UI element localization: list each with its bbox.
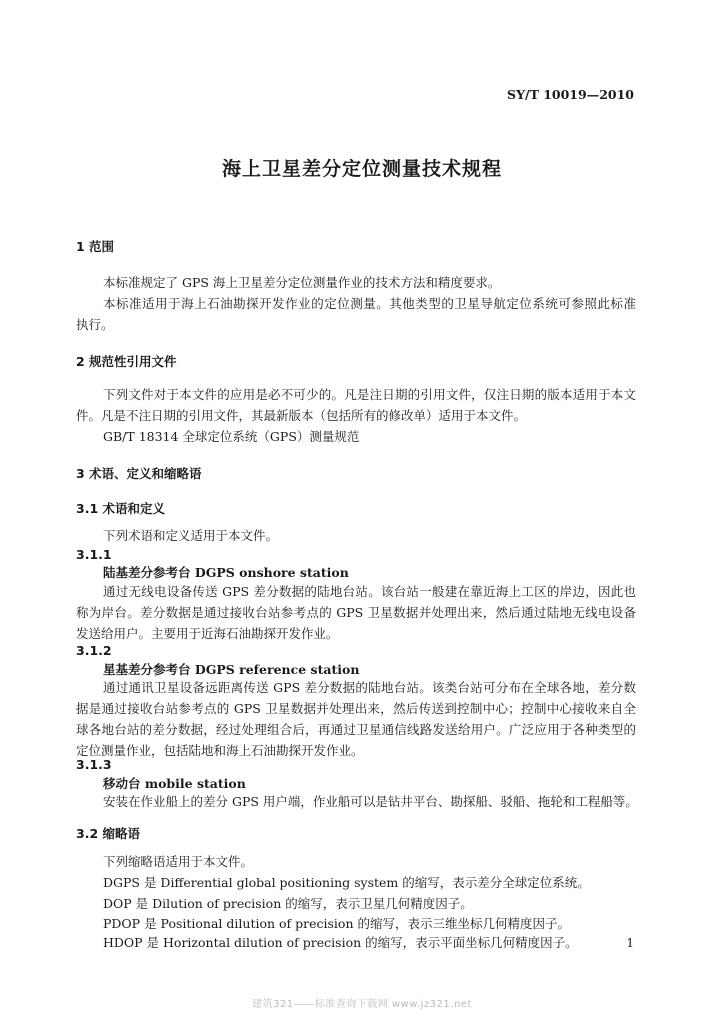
section-3-1-heading: 3.1 术语和定义 [76, 501, 165, 516]
section-1-para-2-line-1: 本标准适用于海上石油勘探开发作业的定位测量。其他类型的卫星导航定位系统可参照此标准 [103, 296, 636, 311]
site-watermark: 建筑321——标准查询下载网 www.jz321.net [252, 999, 472, 1010]
section-1-para-1: 本标准规定了 GPS 海上卫星差分定位测量作业的技术方法和精度要求。 [103, 275, 501, 290]
section-3-2-heading: 3.2 缩略语 [76, 826, 140, 841]
term-3-1-2-title: 星基差分参考台 DGPS reference station [103, 662, 360, 677]
section-2-heading: 2 规范性引用文件 [76, 354, 177, 369]
term-3-1-2-number: 3.1.2 [76, 643, 112, 658]
term-3-1-3-title: 移动台 mobile station [103, 776, 246, 791]
page-number: 1 [626, 936, 634, 950]
term-3-1-3-number: 3.1.3 [76, 757, 112, 772]
standard-number: SY/T 10019—2010 [507, 87, 634, 102]
abbreviation-hdop: HDOP 是 Horizontal dilution of precision 的缩写，表示平面坐标几何精度因子。 [103, 935, 578, 950]
section-3-1-intro: 下列术语和定义适用于本文件。 [103, 528, 279, 543]
term-3-1-2-line-2: 据是通过接收台站参考点的 GPS 卫星数据并处理出来，然后传送到控制中心；控制中心接收来自全 [76, 701, 636, 716]
term-3-1-2-line-1: 通过通讯卫星设备远距离传送 GPS 差分数据的陆地台站。该类台站可分布在全球各地，差分数 [103, 680, 636, 695]
term-3-1-1-number: 3.1.1 [76, 547, 112, 562]
normative-reference: GB/T 18314 全球定位系统（GPS）测量规范 [103, 429, 360, 444]
term-3-1-2-line-4: 定位测量作业，包括陆地和海上石油勘探开发作业。 [76, 743, 364, 758]
abbreviation-dgps: DGPS 是 Differential global positioning system 的缩写，表示差分全球定位系统。 [103, 875, 590, 890]
section-1-heading: 1 范围 [76, 239, 115, 254]
term-3-1-1-line-1: 通过无线电设备传送 GPS 差分数据的陆地台站。该台站一般建在靠近海上工区的岸边，因此也 [103, 584, 636, 599]
term-3-1-1-line-3: 发送给用户。主要用于近海石油勘探开发作业。 [76, 626, 339, 641]
section-3-heading: 3 术语、定义和缩略语 [76, 466, 202, 481]
term-3-1-1-line-2: 称为岸台。差分数据是通过接收台站参考点的 GPS 卫星数据并处理出来，然后通过陆地无线电设备 [76, 605, 636, 620]
abbreviation-dop: DOP 是 Dilution of precision 的缩写，表示卫星几何精度因子。 [103, 896, 473, 911]
section-2-para-line-1: 下列文件对于本文件的应用是必不可少的。凡是注日期的引用文件，仅注日期的版本适用于本文 [103, 387, 636, 402]
term-3-1-1-title: 陆基差分参考台 DGPS onshore station [103, 565, 349, 580]
document-title: 海上卫星差分定位测量技术规程 [221, 158, 502, 180]
abbreviation-pdop: PDOP 是 Positional dilution of precision 的缩写，表示三维坐标几何精度因子。 [103, 916, 570, 931]
term-3-1-3-line-1: 安装在作业船上的差分 GPS 用户端，作业船可以是钻井平台、勘探船、驳船、拖轮和工程船等。 [103, 794, 638, 809]
section-1-para-2-line-2: 执行。 [76, 317, 114, 332]
section-2-para-line-2: 件。凡是不注日期的引用文件，其最新版本（包括所有的修改单）适用于本文件。 [76, 408, 527, 423]
section-3-2-intro: 下列缩略语适用于本文件。 [103, 854, 254, 869]
term-3-1-2-line-3: 球各地台站的差分数据，经过处理组合后，再通过卫星通信线路发送给用户。广泛应用于各种类型的 [76, 722, 636, 737]
